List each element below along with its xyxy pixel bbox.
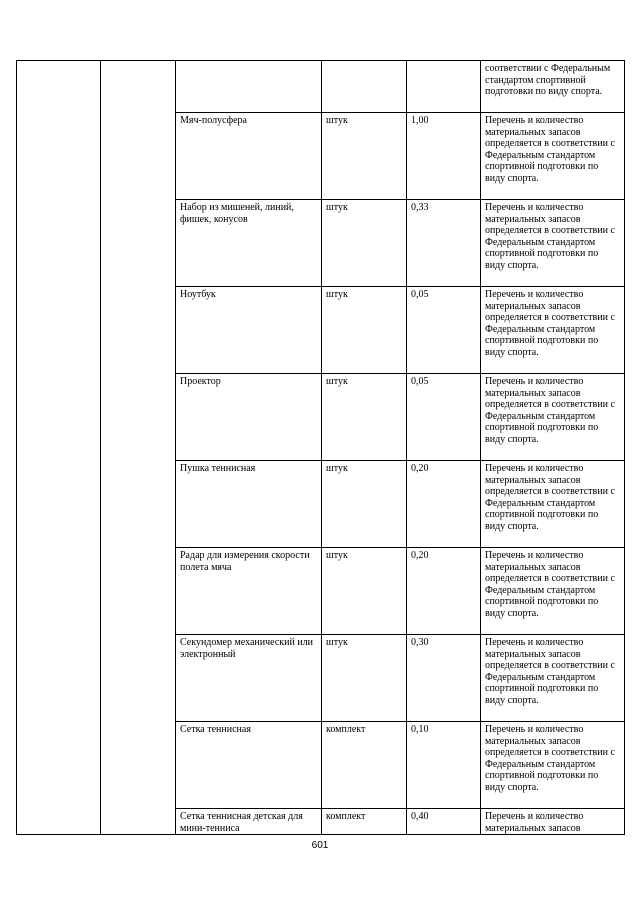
note-cell: Перечень и количество материальных запасов: [481, 809, 625, 835]
unit-cell: штук: [322, 635, 407, 722]
item-name-cell: Проектор: [176, 374, 322, 461]
note-cell: Перечень и количество материальных запасов определяется в соответствии с Федеральным стандартом спортивной подготовки по виду спорта.: [481, 200, 625, 287]
unit-cell: штук: [322, 113, 407, 200]
item-name-cell: Секундомер механический или электронный: [176, 635, 322, 722]
quantity-cell: 1,00: [407, 113, 481, 200]
note-cell: Перечень и количество материальных запасов определяется в соответствии с Федеральным стандартом спортивной подготовки по виду спорта.: [481, 635, 625, 722]
unit-cell: штук: [322, 200, 407, 287]
item-name-cell: Пушка теннисная: [176, 461, 322, 548]
table-row: [17, 61, 625, 113]
unit-cell: штук: [322, 374, 407, 461]
unit-cell: комплект: [322, 722, 407, 809]
note-cell: Перечень и количество материальных запасов определяется в соответствии с Федеральным стандартом спортивной подготовки по виду спорта.: [481, 722, 625, 809]
item-name-cell: Радар для измерения скорости полета мяча: [176, 548, 322, 635]
note-cell: Перечень и количество материальных запасов определяется в соответствии с Федеральным стандартом спортивной подготовки по виду спорта.: [481, 374, 625, 461]
materials-table: [16, 60, 625, 835]
page-number: 601: [311, 840, 329, 851]
item-name-cell: Мяч-полусфера: [176, 113, 322, 200]
item-name-cell: Сетка теннисная: [176, 722, 322, 809]
item-name-cell: Ноутбук: [176, 287, 322, 374]
quantity-cell: 0,20: [407, 461, 481, 548]
item-name-cell: Сетка теннисная детская для мини-тенниса: [176, 809, 322, 835]
note-cell: Перечень и количество материальных запасов определяется в соответствии с Федеральным стандартом спортивной подготовки по виду спорта.: [481, 113, 625, 200]
note-cell: Перечень и количество материальных запасов определяется в соответствии с Федеральным стандартом спортивной подготовки по виду спорта.: [481, 548, 625, 635]
merged-column-2: [101, 61, 176, 835]
quantity-cell: [407, 61, 481, 113]
note-cell: Перечень и количество материальных запасов определяется в соответствии с Федеральным стандартом спортивной подготовки по виду спорта.: [481, 287, 625, 374]
quantity-cell: 0,20: [407, 548, 481, 635]
quantity-cell: 0,33: [407, 200, 481, 287]
unit-cell: штук: [322, 287, 407, 374]
note-cell: соответствии с Федеральным стандартом спортивной подготовки по виду спорта.: [481, 61, 625, 113]
quantity-cell: 0,40: [407, 809, 481, 835]
merged-column-1: [17, 61, 101, 835]
quantity-cell: 0,05: [407, 287, 481, 374]
unit-cell: штук: [322, 461, 407, 548]
quantity-cell: 0,05: [407, 374, 481, 461]
quantity-cell: 0,10: [407, 722, 481, 809]
unit-cell: [322, 61, 407, 113]
note-cell: Перечень и количество материальных запасов определяется в соответствии с Федеральным стандартом спортивной подготовки по виду спорта.: [481, 461, 625, 548]
item-name-cell: Набор из мишеней, линий, фишек, конусов: [176, 200, 322, 287]
item-name-cell: [176, 61, 322, 113]
unit-cell: комплект: [322, 809, 407, 835]
unit-cell: штук: [322, 548, 407, 635]
quantity-cell: 0,30: [407, 635, 481, 722]
